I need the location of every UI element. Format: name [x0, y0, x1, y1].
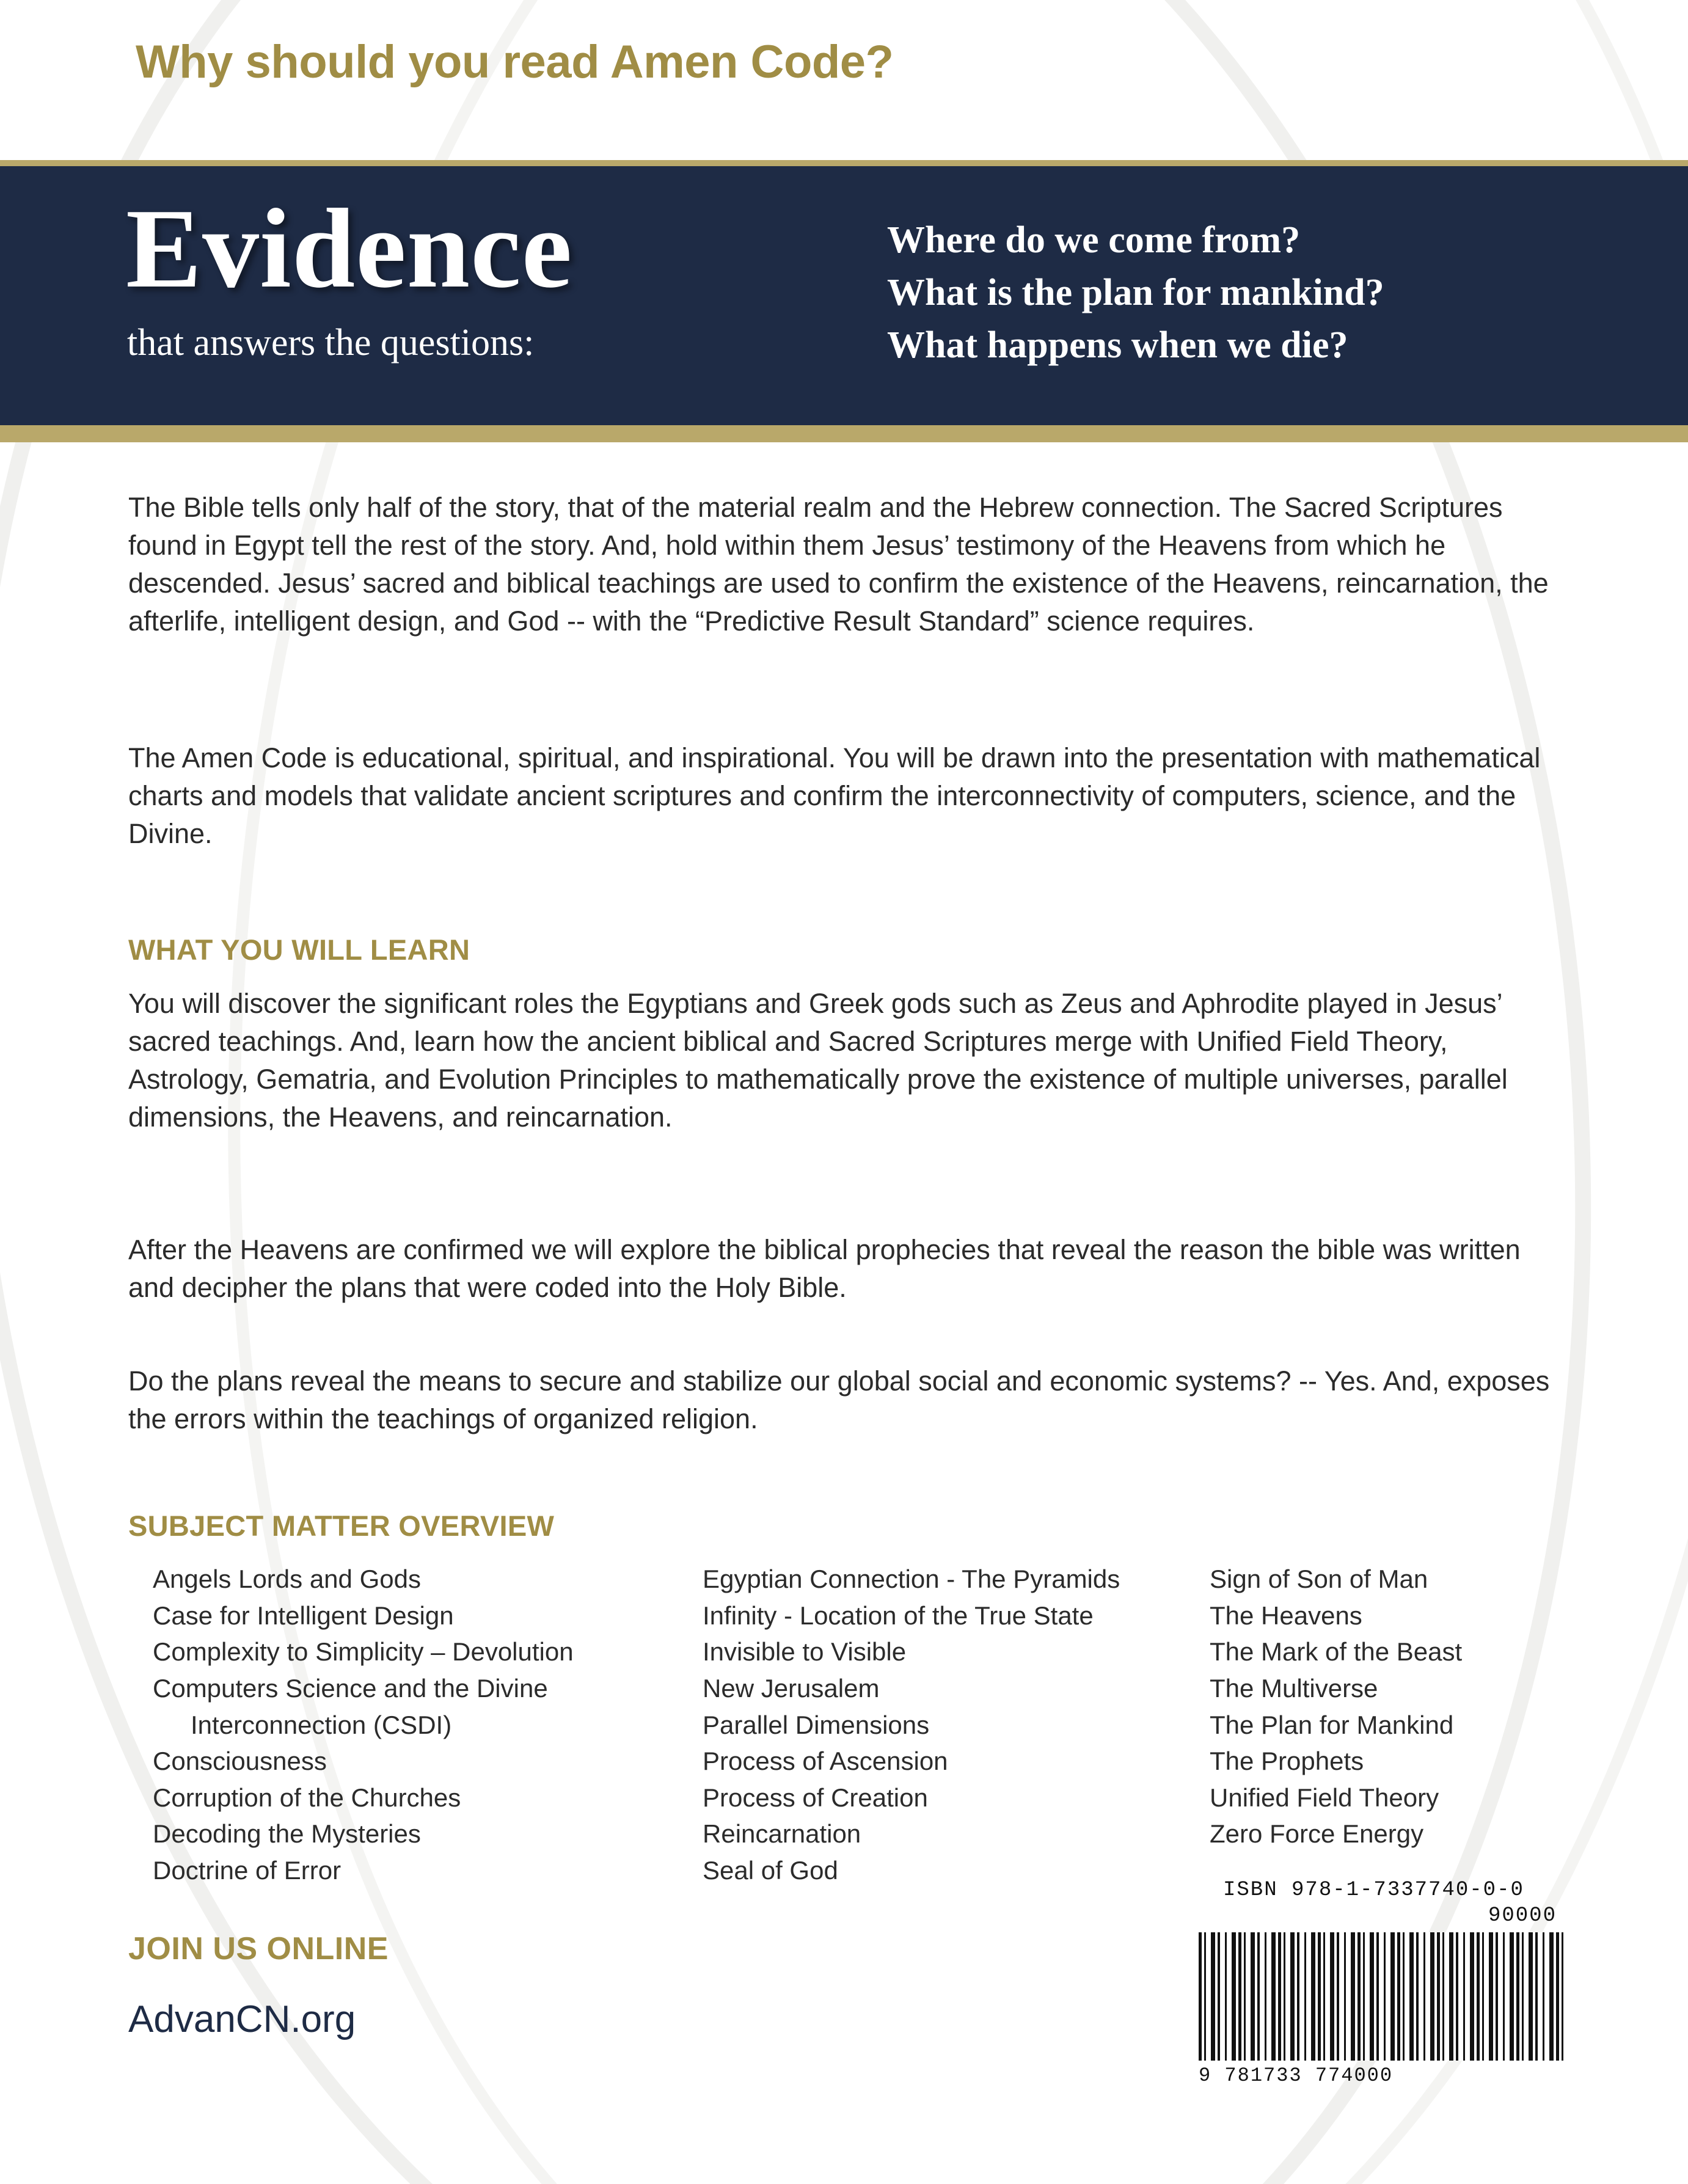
intro-paragraph-2: The Amen Code is educational, spiritual, and inspirational. You will be drawn into the presentation with mathematical charts and models that validate ancient scriptures and confirm the interconnectivity of computers, science, and the Divine.: [128, 742, 1541, 850]
subject-column-2: [703, 1561, 1210, 1889]
website-link[interactable]: AdvanCN.org: [128, 1998, 356, 2040]
list-item: The Mark of the Beast: [1210, 1637, 1463, 1667]
list-item: Computers Science and the Divine: [153, 1673, 548, 1703]
evidence-subheadline: that answers the questions:: [127, 322, 535, 363]
list-item: Interconnection (CSDI): [191, 1710, 452, 1739]
isbn-number: ISBN 978-1-7337740-0-0: [1223, 1879, 1524, 1902]
list-item: Complexity to Simplicity – Devolution: [153, 1637, 574, 1667]
list-item: The Prophets: [1210, 1747, 1364, 1776]
subject-column-1: [153, 1561, 703, 1889]
list-item: Parallel Dimensions: [703, 1710, 930, 1739]
list-item: Reincarnation: [703, 1819, 861, 1849]
join-us-online-heading: JOIN US ONLINE: [128, 1931, 389, 1967]
list-item: The Plan for Mankind: [1210, 1710, 1454, 1739]
subject-matter-columns: [153, 1561, 1576, 1889]
list-item: Decoding the Mysteries: [153, 1819, 421, 1849]
price-code: 90000: [1488, 1904, 1557, 1927]
learn-paragraph-1: You will discover the significant roles the Egyptians and Greek gods such as Zeus and Aphrodite played in Jesus’ sacred teachings. And, learn how the ancient biblical and Sacred Scriptures merge with Unified Field Theory, Astrology, Gematria, and Evolution Principles to mathematically prove the existence of multiple universes, parallel dimensions, the Heavens, and reincarnation.: [128, 988, 1508, 1133]
question-item: What is the plan for mankind?: [887, 272, 1384, 314]
list-item: Process of Creation: [703, 1783, 928, 1812]
list-item: Corruption of the Churches: [153, 1783, 461, 1812]
list-item: Infinity - Location of the True State: [703, 1601, 1094, 1630]
evidence-headline: Evidence: [126, 186, 573, 312]
isbn-barcode: [1199, 1879, 1565, 2087]
question-item: Where do we come from?: [887, 219, 1301, 261]
list-item: Angels Lords and Gods: [153, 1565, 421, 1593]
list-item: New Jerusalem: [703, 1673, 880, 1703]
learn-paragraph-2: After the Heavens are confirmed we will explore the biblical prophecies that reveal the reason the bible was written and decipher the plans that were coded into the Holy Bible.: [128, 1234, 1521, 1304]
subject-column-3: [1210, 1561, 1576, 1889]
list-item: Sign of Son of Man: [1210, 1565, 1428, 1593]
evidence-banner-inner: [0, 166, 1688, 425]
list-item: The Multiverse: [1210, 1673, 1378, 1703]
list-item: Seal of God: [703, 1856, 838, 1885]
list-item: Zero Force Energy: [1210, 1819, 1424, 1849]
list-item: Egyptian Connection - The Pyramids: [703, 1565, 1120, 1593]
page-title: Why should you read Amen Code?: [136, 36, 894, 88]
evidence-banner: [0, 160, 1688, 442]
list-item: Doctrine of Error: [153, 1856, 342, 1885]
list-item: Process of Ascension: [703, 1747, 948, 1776]
intro-paragraph-1: The Bible tells only half of the story, that of the material realm and the Hebrew connection. The Sacred Scriptures found in Egypt tell the rest of the story. And, hold within them Jesus’ testimony of the Heavens from which he descended. Jesus’ sacred and biblical teachings are used to confirm the existence of the Heavens, reincarnation, the afterlife, intelligent design, and God -- with the “Predictive Result Standard” science requires.: [128, 492, 1549, 637]
what-you-will-learn-heading: WHAT YOU WILL LEARN: [128, 933, 470, 966]
list-item: Unified Field Theory: [1210, 1783, 1439, 1812]
list-item: The Heavens: [1210, 1601, 1362, 1630]
barcode-bars: [1199, 1932, 1565, 2061]
list-item: Invisible to Visible: [703, 1637, 907, 1667]
barcode-digits: 9 781733 774000: [1199, 2064, 1394, 2087]
questions-list: [887, 214, 1384, 372]
list-item: Consciousness: [153, 1747, 327, 1776]
question-item: What happens when we die?: [887, 324, 1348, 367]
list-item: Case for Intelligent Design: [153, 1601, 454, 1630]
learn-paragraph-3: Do the plans reveal the means to secure and stabilize our global social and economic systems? -- Yes. And, exposes the errors within the teachings of organized religion.: [128, 1365, 1550, 1435]
subject-matter-heading: SUBJECT MATTER OVERVIEW: [128, 1510, 555, 1542]
